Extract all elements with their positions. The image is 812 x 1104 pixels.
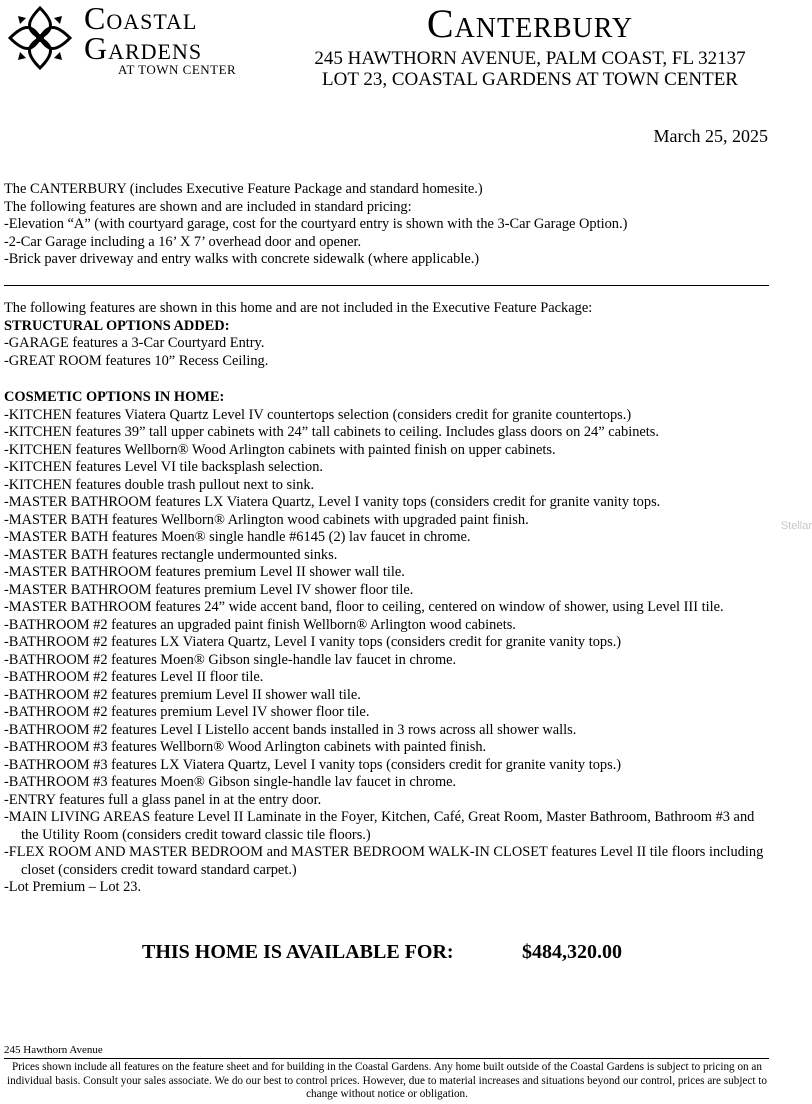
document-date: March 25, 2025 <box>653 126 768 146</box>
options-intro: The following features are shown in this home and are not included in the Executive Feature Package: <box>4 300 593 316</box>
structural-heading: STRUCTURAL OPTIONS ADDED: <box>4 317 230 334</box>
logo-word-gardens: Gardens <box>84 30 203 66</box>
cosmetic-item: -BATHROOM #2 features Level II floor tile. <box>4 669 264 685</box>
cosmetic-item: -KITCHEN features Wellborn® Wood Arlington cabinets with painted finish on upper cabinets. <box>4 441 556 458</box>
intro-line: -Elevation “A” (with courtyard garage, cost for the courtyard entry is shown with the 3-Car Garage Option.) <box>4 216 628 232</box>
cosmetic-item: -BATHROOM #2 features Moen® Gibson single-handle lav faucet in chrome. <box>4 651 457 668</box>
logo-subtitle: AT TOWN CENTER <box>118 62 237 77</box>
availability-label: THIS HOME IS AVAILABLE FOR: <box>142 941 454 963</box>
cosmetic-item: -KITCHEN features Level VI tile backsplash selection. <box>4 459 324 475</box>
property-address: 245 HAWTHORN AVENUE, PALM COAST, FL 32137 <box>314 48 746 69</box>
availability-price: $484,320.00 <box>522 941 622 963</box>
cosmetic-item: -KITCHEN features Viatera Quartz Level IV countertops selection (considers credit for granite countertops.) <box>4 406 632 423</box>
intro-line: -Brick paver driveway and entry walks with concrete sidewalk (where applicable.) <box>4 251 480 267</box>
pricing-disclaimer: Prices shown include all features on the feature sheet and for building in the Coastal Gardens. Any home built outside of the Coastal Gardens is subject to pricing on an individual basis. Consult your sales associate. We do our best to control prices. However, due to material increases and situations beyond our control, prices are subject to change without notice or obligation. <box>7 1061 767 1100</box>
cosmetic-item: -FLEX ROOM AND MASTER BEDROOM and MASTER BEDROOM WALK-IN CLOSET features Level II tile floors including closet (considers credit toward standard carpet.) <box>4 844 764 878</box>
intro-line: -2-Car Garage including a 16’ X 7’ overhead door and opener. <box>4 233 362 250</box>
cosmetic-item: -MASTER BATH features Moen® single handle #6145 (2) lav faucet in chrome. <box>4 529 471 545</box>
cosmetic-item: -MASTER BATHROOM features premium Level II shower wall tile. <box>4 564 405 580</box>
footer-divider <box>4 1058 769 1059</box>
cosmetic-item: -BATHROOM #2 features LX Viatera Quartz, Level I vanity tops (considers credit for granite vanity tops.) <box>4 634 622 650</box>
cosmetic-item: -BATHROOM #2 features Level I Listello accent bands installed in 3 rows across all shower walls. <box>4 721 577 738</box>
structural-item: -GREAT ROOM features 10” Recess Ceiling. <box>4 352 269 369</box>
intro-line: The CANTERBURY (includes Executive Feature Package and standard homesite.) <box>4 181 483 197</box>
cosmetic-item: -KITCHEN features 39” tall upper cabinets with 24” tall cabinets to ceiling. Includes glass doors on 24” cabinets. <box>4 424 659 440</box>
cosmetic-item: -KITCHEN features double trash pullout next to sink. <box>4 476 315 493</box>
cosmetic-item: -MASTER BATH features rectangle undermounted sinks. <box>4 546 338 563</box>
cosmetic-item: -MASTER BATHROOM features LX Viatera Quartz, Level I vanity tops (considers credit for granite vanity tops. <box>4 494 661 510</box>
cosmetic-item: -ENTRY features full a glass panel in at the entry door. <box>4 791 322 808</box>
cosmetic-heading: COSMETIC OPTIONS IN HOME: <box>4 389 225 405</box>
intro-line: The following features are shown and are included in standard pricing: <box>4 198 412 215</box>
cosmetic-item: -MASTER BATH features Wellborn® Arlington wood cabinets with upgraded paint finish. <box>4 511 529 528</box>
cosmetic-item: -Lot Premium – Lot 23. <box>4 879 142 895</box>
cosmetic-item: -BATHROOM #2 features premium Level II shower wall tile. <box>4 686 361 703</box>
cosmetic-item: -BATHROOM #2 features premium Level IV shower floor tile. <box>4 704 370 720</box>
coastal-gardens-logo <box>6 2 251 78</box>
structural-item: -GARAGE features a 3-Car Courtyard Entry. <box>4 335 265 351</box>
logo-word-coastal: Coastal <box>84 0 198 36</box>
cosmetic-item: -BATHROOM #3 features Wellborn® Wood Arlington cabinets with painted finish. <box>4 739 487 755</box>
cosmetic-item: -BATHROOM #3 features Moen® Gibson single-handle lav faucet in chrome. <box>4 774 457 790</box>
cosmetic-item: -MAIN LIVING AREAS feature Level II Laminate in the Foyer, Kitchen, Café, Great Room, Master Bathroom, Bathroom #3 and the Utility Room (considers credit toward classic tile floors.) <box>4 809 755 843</box>
cosmetic-options-section <box>4 389 774 897</box>
fleur-ornament-icon <box>6 4 74 72</box>
property-lot: LOT 23, COASTAL GARDENS AT TOWN CENTER <box>322 69 738 90</box>
footer-address: 245 Hawthorn Avenue <box>4 1044 103 1056</box>
structural-options-section <box>4 300 774 370</box>
cosmetic-item: -BATHROOM #3 features LX Viatera Quartz, Level I vanity tops (considers credit for granite vanity tops.) <box>4 756 622 773</box>
home-model-title: Canterbury <box>426 1 634 46</box>
section-divider <box>4 285 769 286</box>
standard-features-section <box>4 181 774 269</box>
cosmetic-item: -MASTER BATHROOM features premium Level IV shower floor tile. <box>4 581 414 598</box>
cosmetic-item: -MASTER BATHROOM features 24” wide accent band, floor to ceiling, centered on window of shower, using Level III tile. <box>4 599 724 615</box>
watermark-text: Stellar <box>780 520 812 532</box>
cosmetic-item: -BATHROOM #2 features an upgraded paint finish Wellborn® Arlington wood cabinets. <box>4 616 516 633</box>
